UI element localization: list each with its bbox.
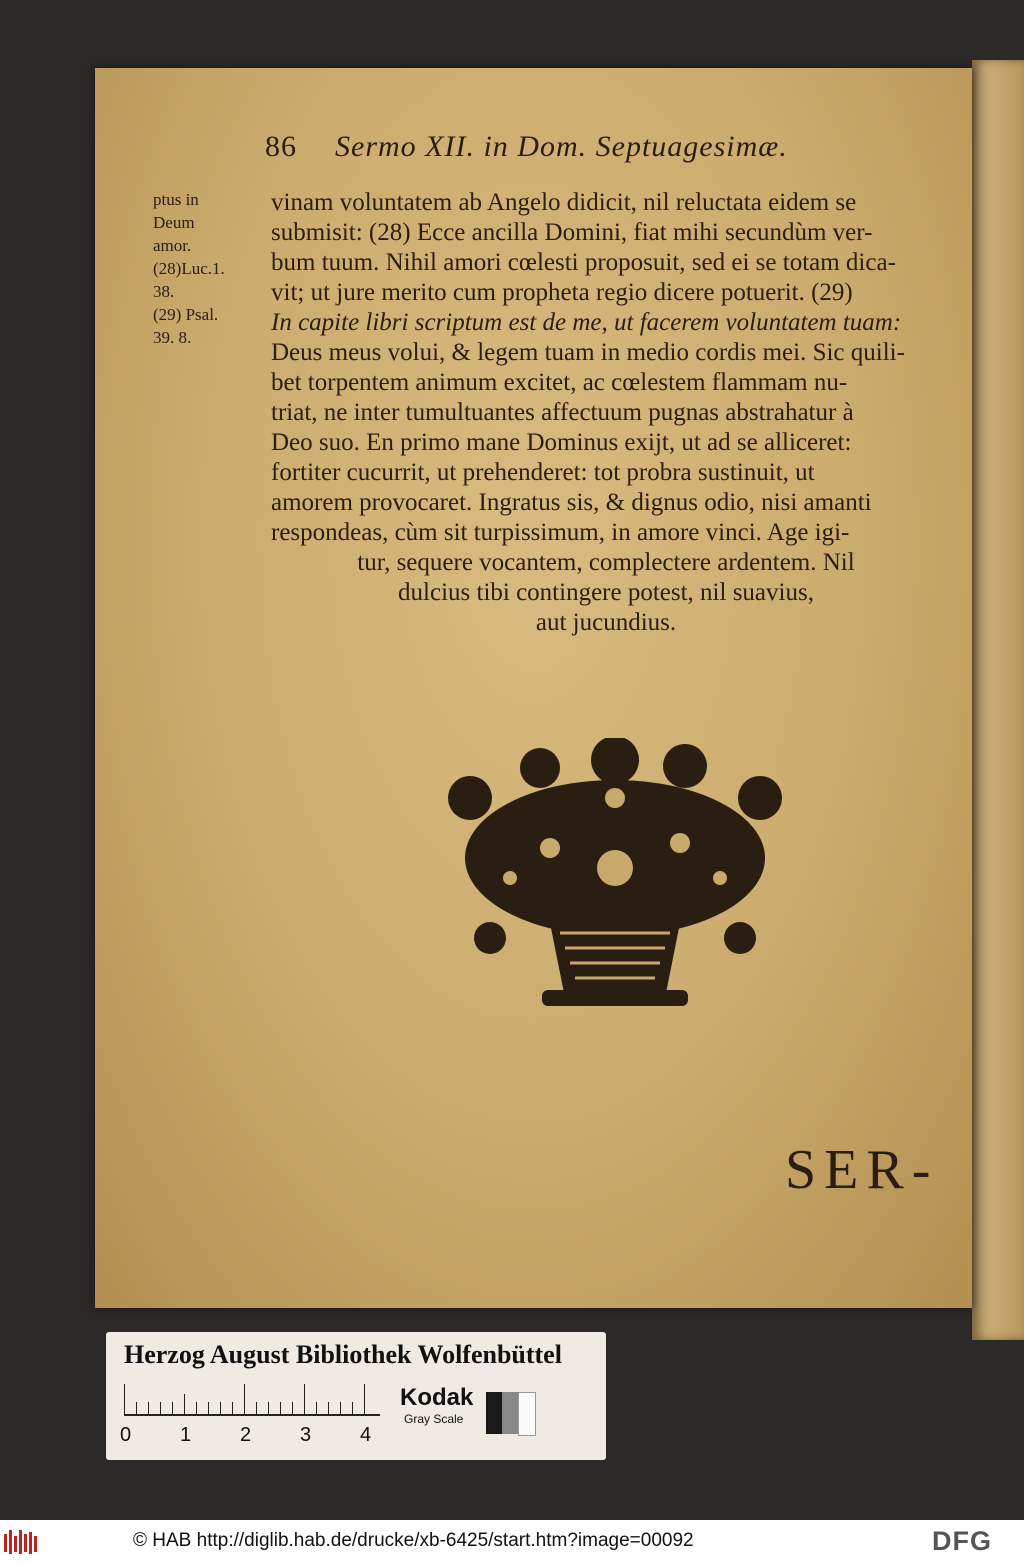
hab-logo-icon [4, 1530, 38, 1554]
running-head [265, 130, 788, 164]
text-line: amorem provocaret. Ingratus sis, & dignus odio, nisi amanti [271, 489, 872, 516]
text-line: aut jucundius. [535, 609, 677, 636]
book-page [95, 68, 972, 1308]
ruler-number: 3 [300, 1424, 312, 1446]
margin-note: 38. [153, 282, 175, 301]
text-line: Deus meus volui, & legem tuam in medio cordis mei. Sic quili- [271, 339, 905, 366]
credit-link[interactable]: © HAB http://diglib.hab.de/drucke/xb-6425/start.htm?image=00092 [133, 1530, 694, 1551]
library-label [106, 1332, 606, 1460]
sermon-text [271, 188, 951, 638]
adjacent-page-edge [972, 60, 1024, 1340]
text-line: vinam voluntatem ab Angelo didicit, nil reluctata eidem se [271, 189, 857, 216]
margin-note: Deum [153, 213, 195, 232]
ruler-number: 2 [240, 1424, 252, 1446]
margin-note: 39. 8. [153, 328, 192, 347]
text-line: In capite libri scriptum est de me, ut facerem voluntatem tuam: [271, 309, 902, 336]
text-line: bum tuum. Nihil amori cœlesti proposuit, sed ei se totam dica- [271, 249, 896, 276]
scale-ruler [124, 1384, 380, 1416]
dfg-logo: DFG [932, 1526, 992, 1556]
ruler-number: 0 [120, 1424, 132, 1446]
flower-basket-ornament [430, 738, 800, 1013]
text-line: bet torpentem animum excitet, ac cœlestem flammam nu- [271, 369, 848, 396]
catchword: SER- [785, 1139, 939, 1201]
margin-notes [153, 188, 253, 349]
gray-scale-label: Gray Scale [404, 1412, 464, 1426]
text-line: fortiter cucurrit, ut prehenderet: tot probra sustinuit, ut [271, 459, 815, 486]
text-line: respondeas, cùm sit turpissimum, in amore vinci. Age igi- [271, 519, 850, 546]
text-line: Deo suo. En primo mane Dominus exijt, ut ad se alliceret: [271, 429, 852, 456]
margin-note: (29) Psal. [153, 305, 219, 324]
kodak-logo: Kodak [400, 1384, 474, 1411]
margin-note: (28)Luc.1. [153, 259, 225, 278]
ruler-number: 1 [180, 1424, 192, 1446]
margin-note: ptus in [153, 190, 199, 209]
running-head-title: Sermo XII. in Dom. Septuagesimæ. [335, 130, 788, 163]
gray-swatch-black [486, 1392, 502, 1434]
text-line: tur, sequere vocantem, complectere ardentem. Nil [357, 549, 855, 576]
library-name: Herzog August Bibliothek Wolfenbüttel [124, 1340, 562, 1369]
page-number: 86 [265, 130, 297, 163]
text-line: submisit: (28) Ecce ancilla Domini, fiat mihi secundùm ver- [271, 219, 873, 246]
footer-bar [0, 1520, 1024, 1563]
margin-note: amor. [153, 236, 192, 255]
text-line: triat, ne inter tumultuantes affectuum pugnas abstrahatur à [271, 399, 854, 426]
gray-swatch-mid [502, 1392, 518, 1434]
text-line: vit; ut jure merito cum propheta regio dicere potuerit. (29) [271, 279, 853, 306]
text-line: dulcius tibi contingere potest, nil suavius, [398, 579, 814, 606]
ruler-number: 4 [360, 1424, 372, 1446]
gray-swatch-white [518, 1392, 536, 1436]
